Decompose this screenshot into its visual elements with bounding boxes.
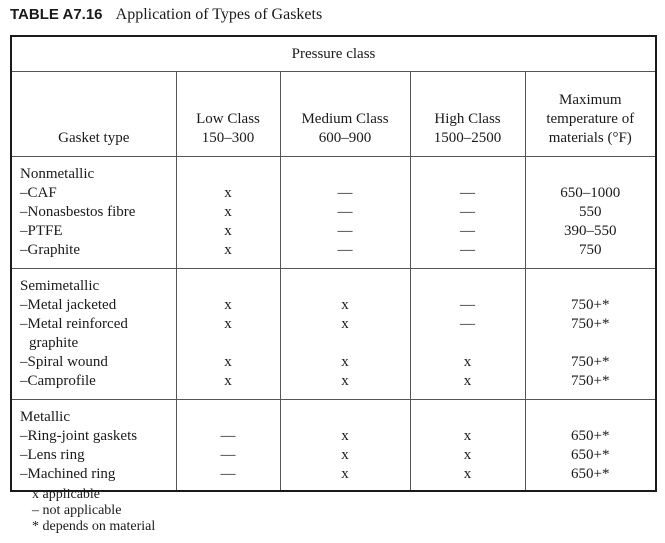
max-temp-cell: 750+* [525,372,656,400]
table-row [11,427,656,446]
high-class-cell: — [410,241,525,269]
table-row [11,203,656,222]
medium-class-cell: — [280,184,410,203]
low-class-cell: — [176,446,280,465]
high-class-cell: — [410,296,525,315]
table-row [11,353,656,372]
gasket-type: –Metal reinforced [11,315,176,334]
high-class-cell: x [410,427,525,446]
high-class-cell: — [410,222,525,241]
max-temp-cell: 650+* [571,447,610,463]
low-class-cell: x [176,241,280,269]
medium-class-cell: x [280,353,410,372]
table-row [11,315,656,334]
column-header-gasket-type: Gasket type [11,72,176,157]
column-header-high-class: High Class 1500–2500 [410,72,525,157]
column-header-medium-class: Medium Class 600–900 [280,72,410,157]
column-header-low-class: Low Class 150–300 [176,72,280,157]
low-class-cell: x [176,184,280,203]
max-temp-cell: 750+* [571,316,610,332]
low-class-cell: x [176,353,280,372]
gasket-types-table [10,35,657,492]
low-class-cell: — [176,465,280,491]
gasket-type: –PTFE [11,222,176,241]
group-semimetallic [11,269,656,400]
table-row [11,372,656,400]
gasket-type: –Camprofile [11,372,176,400]
group-heading-row [11,269,656,297]
gasket-type: –Metal jacketed [11,296,176,315]
table-title: Application of Types of Gaskets [115,6,323,23]
gasket-type-continuation: graphite [29,335,79,351]
group-heading-row [11,157,656,185]
low-class-cell: x [176,296,280,315]
medium-class-cell: x [280,427,410,446]
table-row [11,241,656,269]
max-temp-cell: 750+* [571,297,610,313]
max-temp-cell: 390–550 [564,223,617,239]
table-caption [10,6,322,24]
medium-class-cell: x [280,315,410,334]
medium-class-cell: x [280,465,410,491]
gasket-type: –Ring-joint gaskets [11,427,176,446]
high-class-cell: x [410,353,525,372]
table-row [11,296,656,315]
gasket-type: –Graphite [11,241,176,269]
table-footnotes [32,487,155,535]
high-class-cell: x [410,465,525,491]
max-temp-cell: 650+* [571,428,610,444]
gasket-type: –Spiral wound [11,353,176,372]
max-temp-cell: 650–1000 [560,185,621,201]
table-row [11,222,656,241]
low-class-cell: x [176,222,280,241]
high-class-cell: x [410,372,525,400]
high-class-cell: — [410,184,525,203]
group-heading-row [11,400,656,428]
pressure-class-header-row [11,36,656,72]
low-class-cell: x [176,315,280,334]
table-number: TABLE A7.16 [10,6,103,23]
max-temp-cell: 650+* [571,466,610,482]
high-class-cell: — [410,203,525,222]
group-heading: Semimetallic [11,269,176,297]
column-header-row [11,72,656,157]
column-header-max-temperature: Maximum temperature of materials (°F) [525,72,656,157]
gasket-type: –Machined ring [11,465,176,491]
high-class-cell: — [410,315,525,334]
gasket-type: –Lens ring [11,446,176,465]
low-class-cell: x [176,203,280,222]
medium-class-cell: — [280,241,410,269]
high-class-cell: x [410,446,525,465]
footnote-applicable: x applicable [32,487,101,502]
low-class-cell: — [176,427,280,446]
pressure-class-header: Pressure class [11,36,656,72]
group-heading: Metallic [11,400,176,428]
max-temp-cell: 750 [525,241,656,269]
medium-class-cell: x [280,372,410,400]
table-row-continuation [11,334,656,353]
medium-class-cell: x [280,296,410,315]
table-row [11,184,656,203]
gasket-type: –CAF [11,184,176,203]
group-heading: Nonmetallic [11,157,176,185]
table-row [11,446,656,465]
low-class-cell: x [176,372,280,400]
group-nonmetallic [11,157,656,269]
medium-class-cell: x [280,446,410,465]
group-metallic [11,400,656,492]
footnote-depends-on-material: * depends on material [32,519,156,534]
medium-class-cell: — [280,222,410,241]
gasket-type: –Nonasbestos fibre [11,203,176,222]
footnote-not-applicable: – not applicable [32,503,122,518]
max-temp-cell: 750+* [571,354,610,370]
max-temp-cell: 550 [579,204,602,220]
medium-class-cell: — [280,203,410,222]
